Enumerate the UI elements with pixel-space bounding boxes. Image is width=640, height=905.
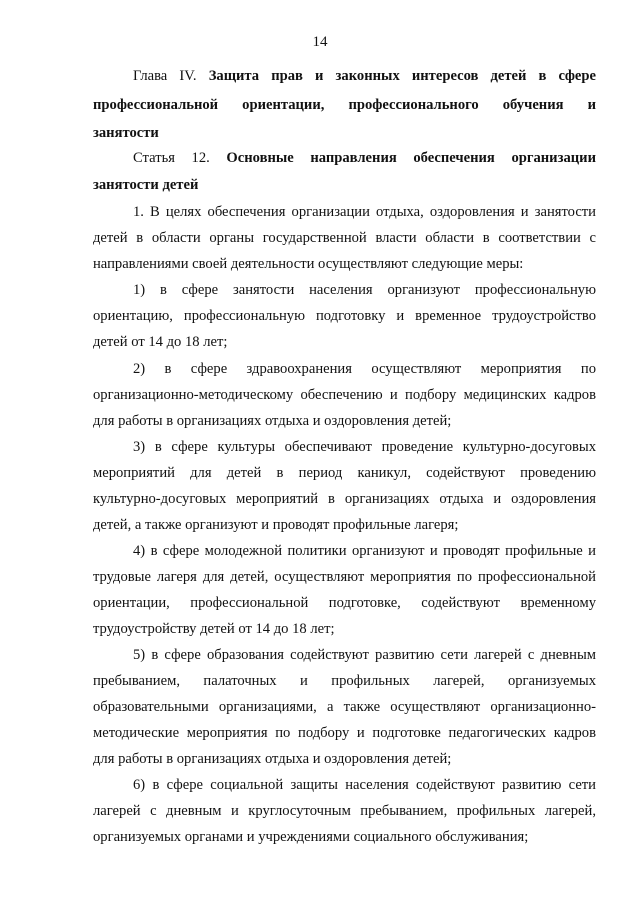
paragraph-line: 5) в сфере образования содействуют развитию сети лагерей с дневным — [133, 647, 596, 663]
paragraph-line: 4) в сфере молодежной политики организуют и проводят профильные и — [133, 543, 596, 559]
paragraph-line: детей, а также организуют и проводят профильные лагеря; — [93, 517, 459, 533]
article-label: Статья 12. — [133, 150, 210, 166]
chapter-label: Глава IV. — [133, 68, 197, 84]
paragraph-line: мероприятий для детей в период каникул, содействуют проведению — [93, 465, 596, 481]
paragraph-line: трудовые лагеря для детей, осуществляют мероприятия по профессиональной — [93, 569, 596, 585]
paragraph-line: детей в области органы государственной власти области в соответствии с — [93, 230, 596, 246]
paragraph-line: организационно-методическому обеспечению и подбору медицинских кадров — [93, 387, 596, 403]
chapter-heading-line-3: занятости — [93, 125, 159, 141]
chapter-heading-line-2: профессиональной ориентации, профессионального обучения и — [93, 97, 596, 113]
paragraph-line: 6) в сфере социальной защиты населения содействуют развитию сети — [133, 777, 596, 793]
article-heading-line-1 — [133, 149, 596, 167]
paragraph-line: 2) в сфере здравоохранения осуществляют мероприятия по — [133, 361, 596, 377]
paragraph-line: лагерей с дневным и круглосуточным пребыванием, профильных лагерей, — [93, 803, 596, 819]
paragraph-line: методические мероприятия по подбору и подготовке педагогических кадров — [93, 725, 596, 741]
chapter-title-part-1: Защита прав и законных интересов детей в сфере — [208, 68, 597, 84]
paragraph-line: для работы в организациях отдыха и оздоровления детей; — [93, 751, 452, 767]
chapter-heading-line-1 — [133, 67, 596, 85]
paragraph-line: 3) в сфере культуры обеспечивают проведение культурно-досуговых — [133, 439, 596, 455]
paragraph-line: образовательными организациями, а также осуществляют организационно- — [93, 699, 596, 715]
paragraph-line: ориентации, профессиональной подготовке, содействуют временному — [93, 595, 596, 611]
paragraph-line: для работы в организациях отдыха и оздоровления детей; — [93, 413, 452, 429]
paragraph-line: направлениями своей деятельности осуществляют следующие меры: — [93, 256, 524, 272]
page-number: 14 — [312, 34, 328, 50]
paragraph-line: культурно-досуговых мероприятий в организациях отдыха и оздоровления — [93, 491, 596, 507]
article-title-part-1: Основные направления обеспечения организации — [226, 150, 596, 166]
paragraph-line: 1) в сфере занятости населения организуют профессиональную — [133, 282, 596, 298]
paragraph-line: 1. В целях обеспечения организации отдыха, оздоровления и занятости — [133, 204, 596, 220]
article-heading-line-2: занятости детей — [93, 177, 199, 193]
paragraph-line: ориентацию, профессиональную подготовку и временное трудоустройство — [93, 308, 596, 324]
paragraph-line: пребыванием, палаточных и профильных лагерей, организуемых — [93, 673, 596, 689]
paragraph-line: организуемых органами и учреждениями социального обслуживания; — [93, 829, 529, 845]
paragraph-line: трудоустройству детей от 14 до 18 лет; — [93, 621, 335, 637]
paragraph-line: детей от 14 до 18 лет; — [93, 334, 228, 350]
